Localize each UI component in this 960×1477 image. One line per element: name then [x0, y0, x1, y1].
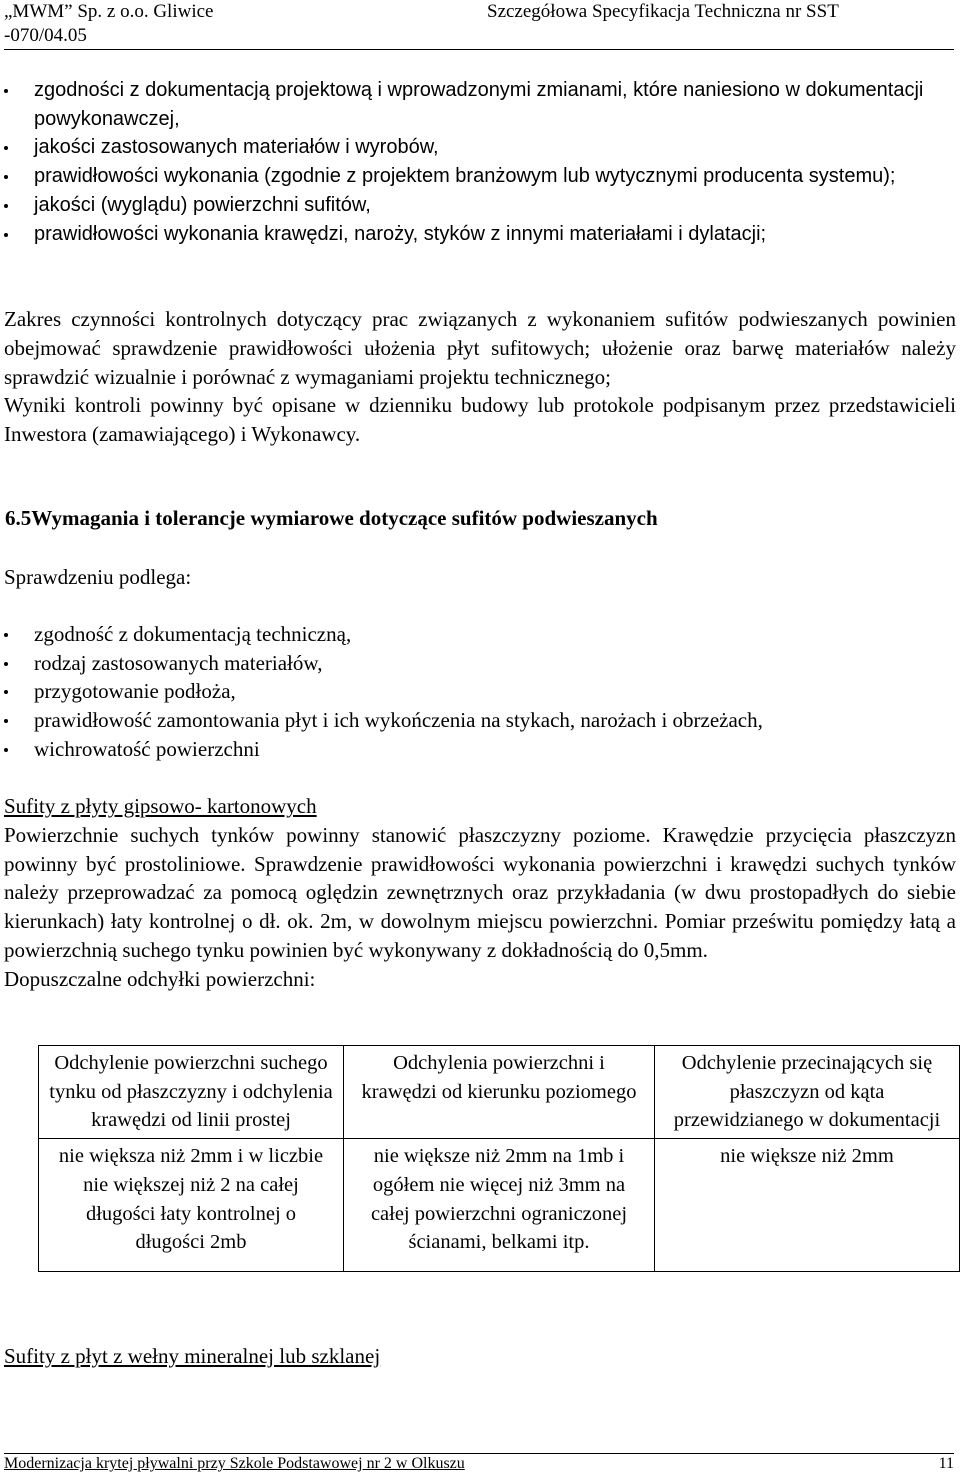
- section-title: Wymagania i tolerancje wymiarowe dotyczące sufitów podwieszanych: [31, 506, 658, 530]
- control-scope-text: [4, 305, 956, 449]
- bullet-icon: [4, 175, 8, 179]
- page-number: 11: [938, 1455, 954, 1472]
- tolerances-intro: Dopuszczalne odchyłki powierzchni:: [4, 966, 316, 991]
- section-number: 6.5: [5, 506, 32, 530]
- list-item-text: zgodność z dokumentacją techniczną,: [34, 622, 352, 646]
- list-item-text: prawidłowości wykonania (zgodnie z projektem branżowym lub wytycznymi producenta systemu);: [34, 165, 896, 188]
- list-item-text: jakości zastosowanych materiałów i wyrobów,: [34, 136, 439, 159]
- page-footer: [4, 1455, 954, 1473]
- footer-divider: [4, 1453, 954, 1454]
- bullet-icon: [4, 233, 8, 237]
- tolerance-table: [38, 1045, 960, 1272]
- table-header-row: [39, 1046, 960, 1139]
- control-scope-list-block: [4, 76, 956, 248]
- bullet-icon: [4, 719, 8, 723]
- list-item: [4, 735, 956, 764]
- list-item-text: zgodności z dokumentacją projektową i wprowadzonymi zmianami, które naniesiono w dokumentacji powykonawczej,: [34, 79, 924, 130]
- list-item: [4, 76, 956, 133]
- table-cell: nie większa niż 2mm i w liczbie nie większej niż 2 na całej długości łaty kontrolnej o długości 2mb: [39, 1139, 344, 1272]
- inspection-list-block: [4, 620, 956, 764]
- list-item-text: wichrowatość powierzchni: [34, 736, 260, 761]
- footer-project: Modernizacja krytej pływalni przy Szkole Podstawowej nr 2 w Olkuszu: [4, 1455, 465, 1472]
- table-cell: nie większe niż 2mm na 1mb i ogółem nie więcej niż 3mm na całej powierzchni ograniczonej ścianami, belkami itp.: [344, 1139, 655, 1272]
- header-left: [4, 0, 213, 48]
- list-item: [4, 677, 956, 706]
- list-item: [4, 649, 956, 678]
- list-item: [4, 220, 956, 249]
- control-results-paragraph: Wyniki kontroli powinny być opisane w dzienniku budowy lub protokole podpisanym przez przedstawicieli Inwestora (zamawiającego) i Wykonawcy.: [4, 393, 956, 447]
- bullet-icon: [4, 662, 8, 666]
- list-item-text: przygotowanie podłoża,: [34, 679, 236, 704]
- table-header-cell: Odchylenie przecinających się płaszczyzn od kąta przewidzianego w dokumentacji: [655, 1046, 960, 1139]
- bullet-icon: [4, 748, 8, 752]
- list-item: [4, 191, 956, 220]
- bullet-icon: [4, 146, 8, 150]
- list-item-text: jakości (wyglądu) powierzchni sufitów,: [34, 193, 371, 216]
- table-row: [39, 1139, 960, 1272]
- list-item-text: prawidłowość zamontowania płyt i ich wykończenia na stykach, narożach i obrzeżach,: [34, 708, 763, 733]
- list-item: [4, 162, 956, 191]
- section-heading: [5, 506, 957, 531]
- bullet-icon: [4, 633, 8, 637]
- list-item: [4, 706, 956, 735]
- list-item: [4, 620, 956, 649]
- bullet-icon: [4, 89, 8, 93]
- list-item-text: prawidłowości wykonania krawędzi, naroży, styków z innymi materiałami i dylatacji;: [34, 222, 767, 245]
- gypsum-paragraph: Powierzchnie suchych tynków powinny stanowić płaszczyzny poziome. Krawędzie przycięcia płaszczyzn powinny być prostoliniowe. Sprawdzenie prawidłowości wykonania powierzchni i krawędzi suchych tynków należy przeprowadzać za pomocą oględzin zewnętrznych oraz przykładania (w dwu prostopadłych do siebie kierunkach) łaty kontrolnej o dł. ok. 2m, w dowolnym miejscu powierzchni. Pomiar prześwitu pomiędzy łatą a powierzchnią suchego tynku powinien być wykonywany z dokładnością do 0,5mm.: [4, 822, 956, 962]
- list-item-text: rodzaj zastosowanych materiałów,: [34, 650, 323, 675]
- table-header-cell: Odchylenia powierzchni i krawędzi od kierunku poziomego: [344, 1046, 655, 1139]
- spec-title: Szczegółowa Specyfikacja Techniczna nr SST: [487, 1, 839, 22]
- table-cell: nie większe niż 2mm: [655, 1139, 960, 1272]
- company-name: „MWM” Sp. z o.o. Gliwice: [4, 1, 214, 22]
- page-header: [0, 0, 960, 46]
- inspection-intro: Sprawdzeniu podlega:: [4, 565, 192, 589]
- spec-number: -070/04.05: [4, 25, 87, 46]
- control-scope-paragraph: Zakres czynności kontrolnych dotyczący prac związanych z wykonaniem sufitów podwieszanych powinien obejmować sprawdzenie prawidłowości ułożenia płyt sufitowych; ułożenie oraz barwę materiałów należy sprawdzić wizualnie i porównać z wymaganiami projektu technicznego;: [4, 307, 956, 389]
- bullet-icon: [4, 690, 8, 694]
- gypsum-section: [4, 792, 956, 994]
- table-header-cell: Odchylenie powierzchni suchego tynku od płaszczyzny i odchylenia krawędzi od linii prostej: [39, 1046, 344, 1139]
- mineral-wool-subheading: Sufity z płyt z wełny mineralnej lub szklanej: [4, 1344, 381, 1368]
- control-scope-list: [4, 76, 956, 248]
- inspection-list: [4, 620, 956, 764]
- list-item: [4, 133, 956, 162]
- gypsum-subheading: Sufity z płyty gipsowo- kartonowych: [4, 794, 317, 818]
- bullet-icon: [4, 204, 8, 208]
- header-divider: [4, 49, 954, 50]
